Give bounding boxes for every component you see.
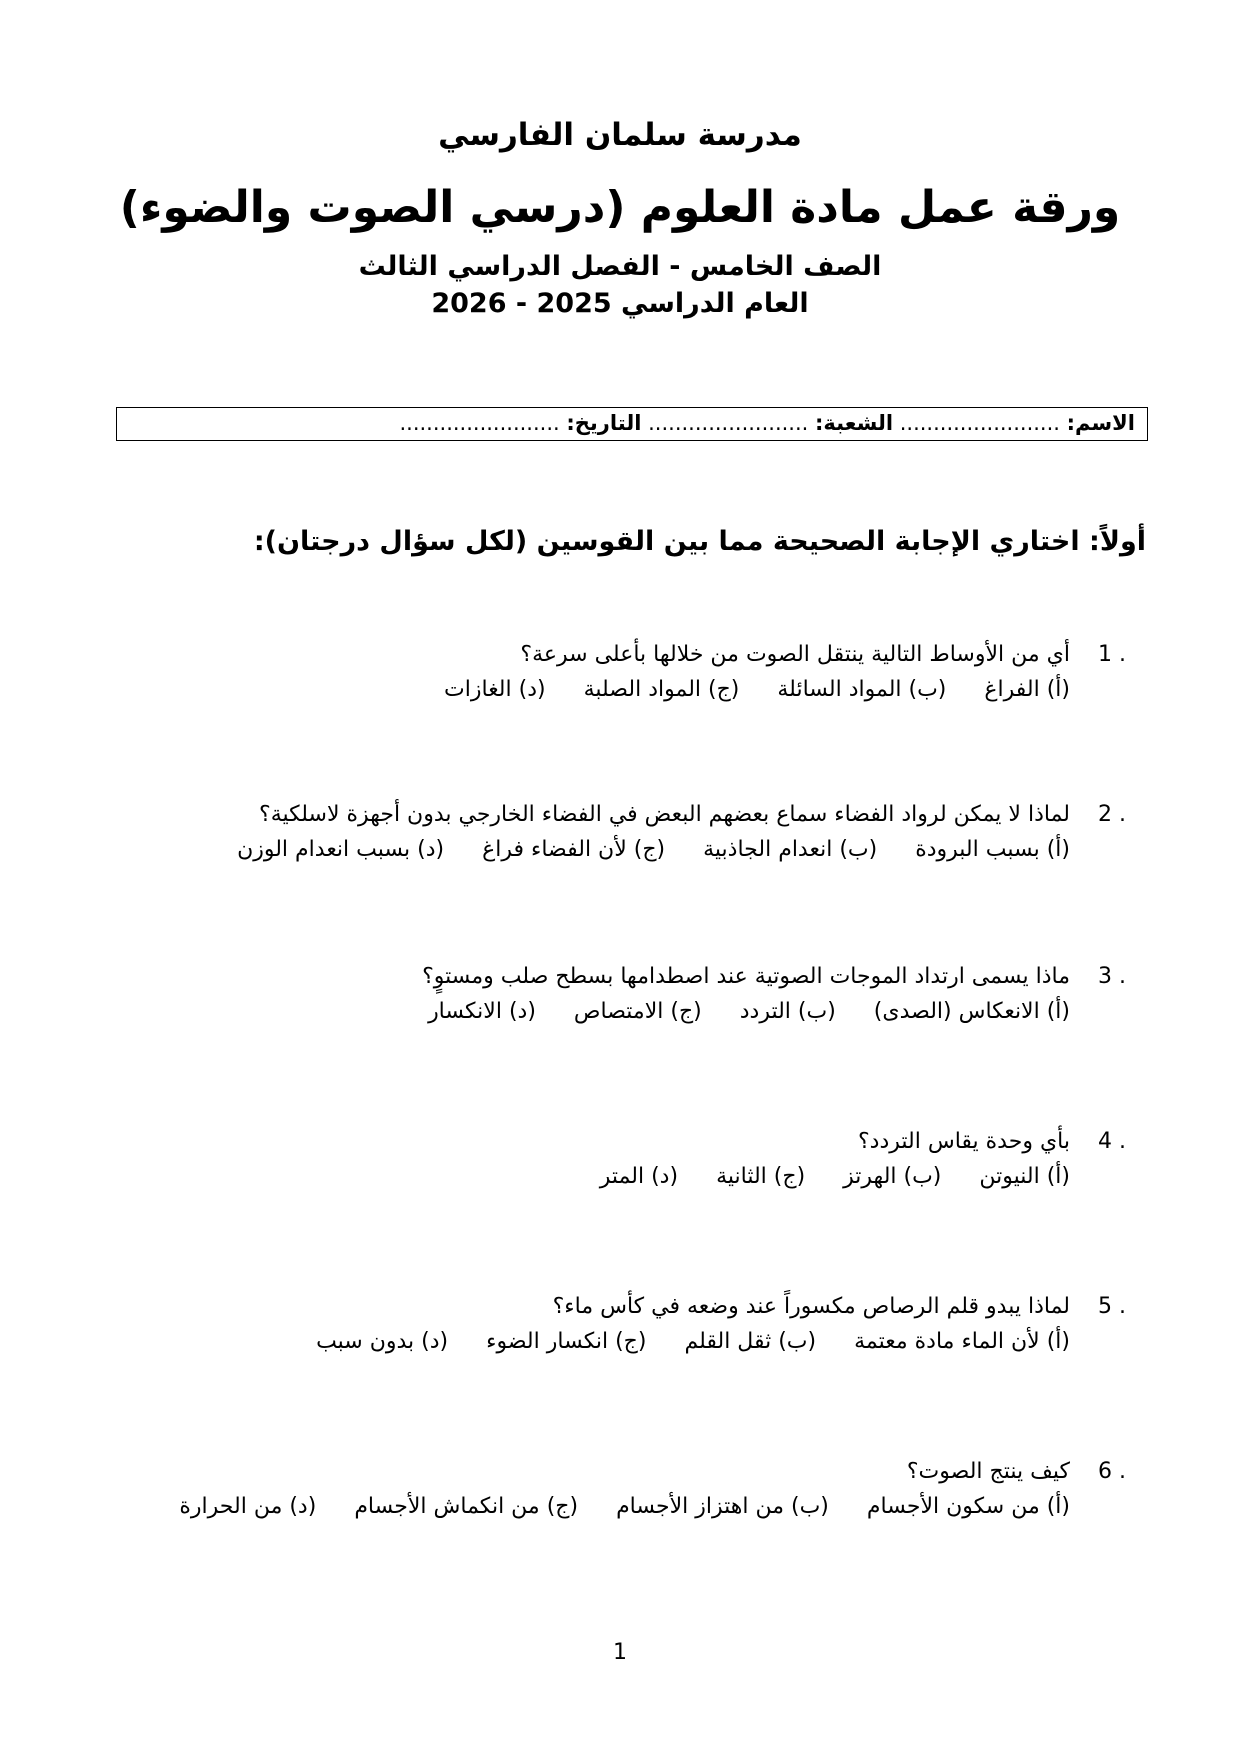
option-c[interactable]: (ج) المواد الصلبة [583, 677, 740, 702]
question-number: 6 . [1098, 1459, 1126, 1484]
worksheet-title: ورقة عمل مادة العلوم (درسي الصوت والضوء) [119, 182, 1121, 233]
option-a[interactable]: (أ) لأن الماء مادة معتمة [854, 1329, 1070, 1354]
section-field[interactable]: ........................ [648, 411, 809, 435]
school-name: مدرسة سلمان الفارسي [438, 117, 802, 153]
section-one-heading: أولاً: اختاري الإجابة الصحيحة مما بين القوسين (لكل سؤال درجتان): [253, 526, 1146, 557]
question-number: 2 . [1098, 802, 1126, 827]
question-text: بأي وحدة يقاس التردد؟ [858, 1129, 1070, 1154]
option-b[interactable]: (ب) المواد السائلة [777, 677, 947, 702]
question-1 [116, 638, 1126, 708]
answer-options [116, 1159, 1070, 1195]
question-5 [116, 1290, 1126, 1360]
question-number: 3 . [1098, 964, 1126, 989]
question-2 [116, 798, 1126, 868]
option-c[interactable]: (ج) الامتصاص [573, 999, 702, 1024]
option-a[interactable]: (أ) الفراغ [984, 677, 1070, 702]
option-c[interactable]: (ج) من انكماش الأجسام [354, 1494, 579, 1519]
answer-options [116, 994, 1070, 1030]
option-d[interactable]: (د) من الحرارة [179, 1494, 317, 1519]
question-text: كيف ينتج الصوت؟ [906, 1459, 1070, 1484]
option-b[interactable]: (ب) التردد [739, 999, 836, 1024]
question-number: 1 . [1098, 642, 1126, 667]
question-text: لماذا لا يمكن لرواد الفضاء سماع بعضهم البعض في الفضاء الخارجي بدون أجهزة لاسلكية؟ [259, 802, 1070, 827]
answer-options [116, 672, 1070, 708]
question-text: ماذا يسمى ارتداد الموجات الصوتية عند اصطدامها بسطح صلب ومستوٍ؟ [422, 964, 1070, 989]
option-c[interactable]: (ج) لأن الفضاء فراغ [482, 837, 666, 862]
answer-options [116, 832, 1070, 868]
option-a[interactable]: (أ) النيوتن [979, 1164, 1070, 1189]
option-d[interactable]: (د) بدون سبب [316, 1329, 449, 1354]
question-number: 4 . [1098, 1129, 1126, 1154]
answer-options [116, 1324, 1070, 1360]
question-text: أي من الأوساط التالية ينتقل الصوت من خلالها بأعلى سرعة؟ [520, 642, 1070, 667]
question-6 [116, 1455, 1126, 1525]
question-4 [116, 1125, 1126, 1195]
option-c[interactable]: (ج) انكسار الضوء [486, 1329, 647, 1354]
page-number: 1 [613, 1640, 627, 1665]
option-d[interactable]: (د) الغازات [444, 677, 546, 702]
question-3 [116, 960, 1126, 1030]
answer-options [116, 1489, 1070, 1525]
option-b[interactable]: (ب) انعدام الجاذبية [703, 837, 878, 862]
student-info-box [116, 407, 1148, 441]
academic-year-line: العام الدراسي 2025 - 2026 [431, 288, 809, 319]
question-text: لماذا يبدو قلم الرصاص مكسوراً عند وضعه في كأس ماء؟ [552, 1294, 1070, 1319]
option-b[interactable]: (ب) من اهتزاز الأجسام [616, 1494, 829, 1519]
option-b[interactable]: (ب) ثقل القلم [684, 1329, 817, 1354]
section-label: الشعبة: [815, 411, 894, 435]
option-d[interactable]: (د) بسبب انعدام الوزن [237, 837, 445, 862]
option-a[interactable]: (أ) من سكون الأجسام [866, 1494, 1070, 1519]
option-d[interactable]: (د) الانكسار [428, 999, 536, 1024]
option-d[interactable]: (د) المتر [599, 1164, 679, 1189]
option-b[interactable]: (ب) الهرتز [843, 1164, 942, 1189]
date-label: التاريخ: [566, 411, 642, 435]
option-a[interactable]: (أ) الانعكاس (الصدى) [873, 999, 1070, 1024]
name-field[interactable]: ........................ [899, 411, 1060, 435]
name-label: الاسم: [1066, 411, 1135, 435]
grade-term-line: الصف الخامس - الفصل الدراسي الثالث [358, 251, 882, 282]
option-a[interactable]: (أ) بسبب البرودة [915, 837, 1070, 862]
question-number: 5 . [1098, 1294, 1126, 1319]
option-c[interactable]: (ج) الثانية [716, 1164, 806, 1189]
date-field[interactable]: ........................ [399, 411, 560, 435]
